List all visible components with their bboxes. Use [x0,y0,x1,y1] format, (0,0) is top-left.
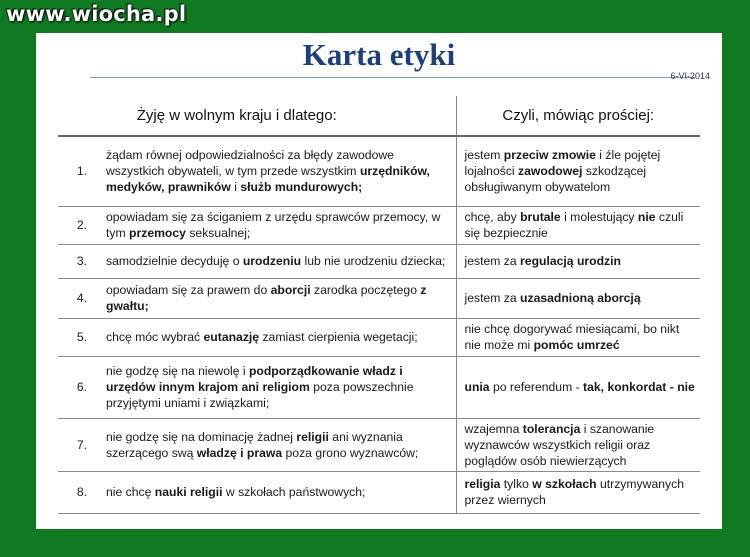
statement-text: władzę i prawa [196,445,283,460]
statement-text: nie godzę się na dominację żadnej [106,429,297,444]
row-number: 8. [58,471,102,513]
summary-text: w szkołach [532,477,597,491]
summary-cell [456,278,700,318]
summary-text: utrzymywanych przez wiernych [464,477,684,507]
row-number: 1. [58,136,102,206]
statement-text: żądam równej odpowiedzialności za błędy zawodowe wszystkich obywateli, w tym przede wszystkim [106,148,394,179]
statement-cell [102,471,456,513]
summary-text: wzajemna [464,421,523,436]
summary-cell [456,418,700,471]
right-column-header: Czyli, mówiąc prościej: [456,96,700,136]
summary-text: jestem za [464,254,521,268]
page-title: Karta etyki [302,37,456,72]
title-divider [90,77,696,78]
summary-text: tylko [500,477,533,491]
statement-text: urzędników, medyków, prawników [106,164,430,195]
statement-cell [102,206,456,244]
statement-text: i [230,180,241,195]
statement-cell [102,136,456,206]
statement-text: opowiadam się za ściganiem z urzędu sprawców przemocy, w tym [106,210,441,240]
table-row [58,136,700,206]
summary-text: tolerancja [522,421,581,436]
ethics-table [58,96,700,514]
summary-text: brutale [520,210,561,224]
ethics-card [36,33,722,529]
summary-text: chcę, aby [464,210,521,224]
statement-text: samodzielnie decyduję o [106,254,243,268]
statement-text: ani wyznania szerzącego swą [106,429,403,460]
summary-text: jestem [464,148,504,163]
table-row [58,356,700,418]
table-row [58,278,700,318]
summary-text: uzasadnioną aborcją [520,291,641,305]
statement-text: seksualnej; [185,226,251,240]
summary-text: szkodzącej obsługiwanym obywatelom [464,164,647,195]
summary-text: i molestujący [560,210,638,224]
statement-cell [102,318,456,356]
summary-text: konkordat - nie [607,380,695,394]
summary-text: tak, [583,380,605,394]
row-number: 2. [58,206,102,244]
statement-text: przemocy [129,226,186,240]
summary-cell [456,471,700,513]
statement-text: nie chcę [106,485,155,499]
summary-text: regulacją urodzin [520,254,621,268]
statement-text: z gwałtu; [106,283,427,313]
summary-text: zawodowej [518,164,583,179]
row-number: 3. [58,244,102,278]
summary-text: unia [464,380,490,394]
summary-cell [456,318,700,356]
row-number: 6. [58,356,102,418]
statement-text: opowiadam się za prawem do [106,283,271,297]
summary-text: po referendum - [489,380,584,394]
summary-cell [456,206,700,244]
statement-cell [102,278,456,318]
summary-cell [456,356,700,418]
summary-text: czuli się bezpiecznie [464,210,684,240]
statement-text: zamiast cierpienia wegetacji; [259,330,418,344]
summary-text: i szanowanie wyznawców wszystkich religii oraz poglądów osób niewierzących [464,421,655,468]
row-number: 7. [58,418,102,471]
summary-text: nie chcę dogorywać miesiącami, bo nikt nie może mi [464,322,680,352]
statement-text: urodzeniu [242,254,302,268]
statement-text: podporządkowanie władz i urzędów innym krajom ani religiom [106,364,403,394]
statement-text: lub nie urodzeniu dziecka; [301,254,446,268]
row-number: 5. [58,318,102,356]
summary-text: jestem za [464,291,521,305]
summary-cell [456,244,700,278]
statement-cell [102,418,456,471]
table-row [58,318,700,356]
table-row [58,418,700,471]
date-label: 6-VI-2014 [670,71,710,81]
statement-text: religii [296,429,329,444]
statement-text: poza powszechnie przyjętymi uniami i związkami; [106,380,414,410]
row-number: 4. [58,278,102,318]
summary-text: przeciw zmowie [503,148,596,163]
statement-cell [102,356,456,418]
statement-text: nie godzę się na niewolę i [106,364,249,378]
table-body [58,136,700,513]
summary-cell [456,136,700,206]
table-row [58,244,700,278]
table-row [58,206,700,244]
statement-text: poza grono wyznawców; [282,445,419,460]
statement-cell [102,244,456,278]
summary-text: pomóc umrzeć [533,338,620,352]
statement-text: aborcji [270,283,311,297]
statement-text: nauki religii [154,485,223,499]
left-column-header: Żyję w wolnym kraju i dlatego: [58,96,456,136]
statement-text: zarodka poczętego [310,283,421,297]
summary-text: i źle pojętej lojalności [464,148,661,179]
summary-text: nie [637,210,656,224]
statement-text: służb mundurowych; [240,180,363,195]
summary-text: religia [464,477,501,491]
watermark-text: www.wiocha.pl [6,2,187,26]
statement-text: eutanazję [203,330,260,344]
table-row [58,471,700,513]
statement-text: w szkołach państwowych; [222,485,366,499]
statement-text: chcę móc wybrać [106,330,204,344]
